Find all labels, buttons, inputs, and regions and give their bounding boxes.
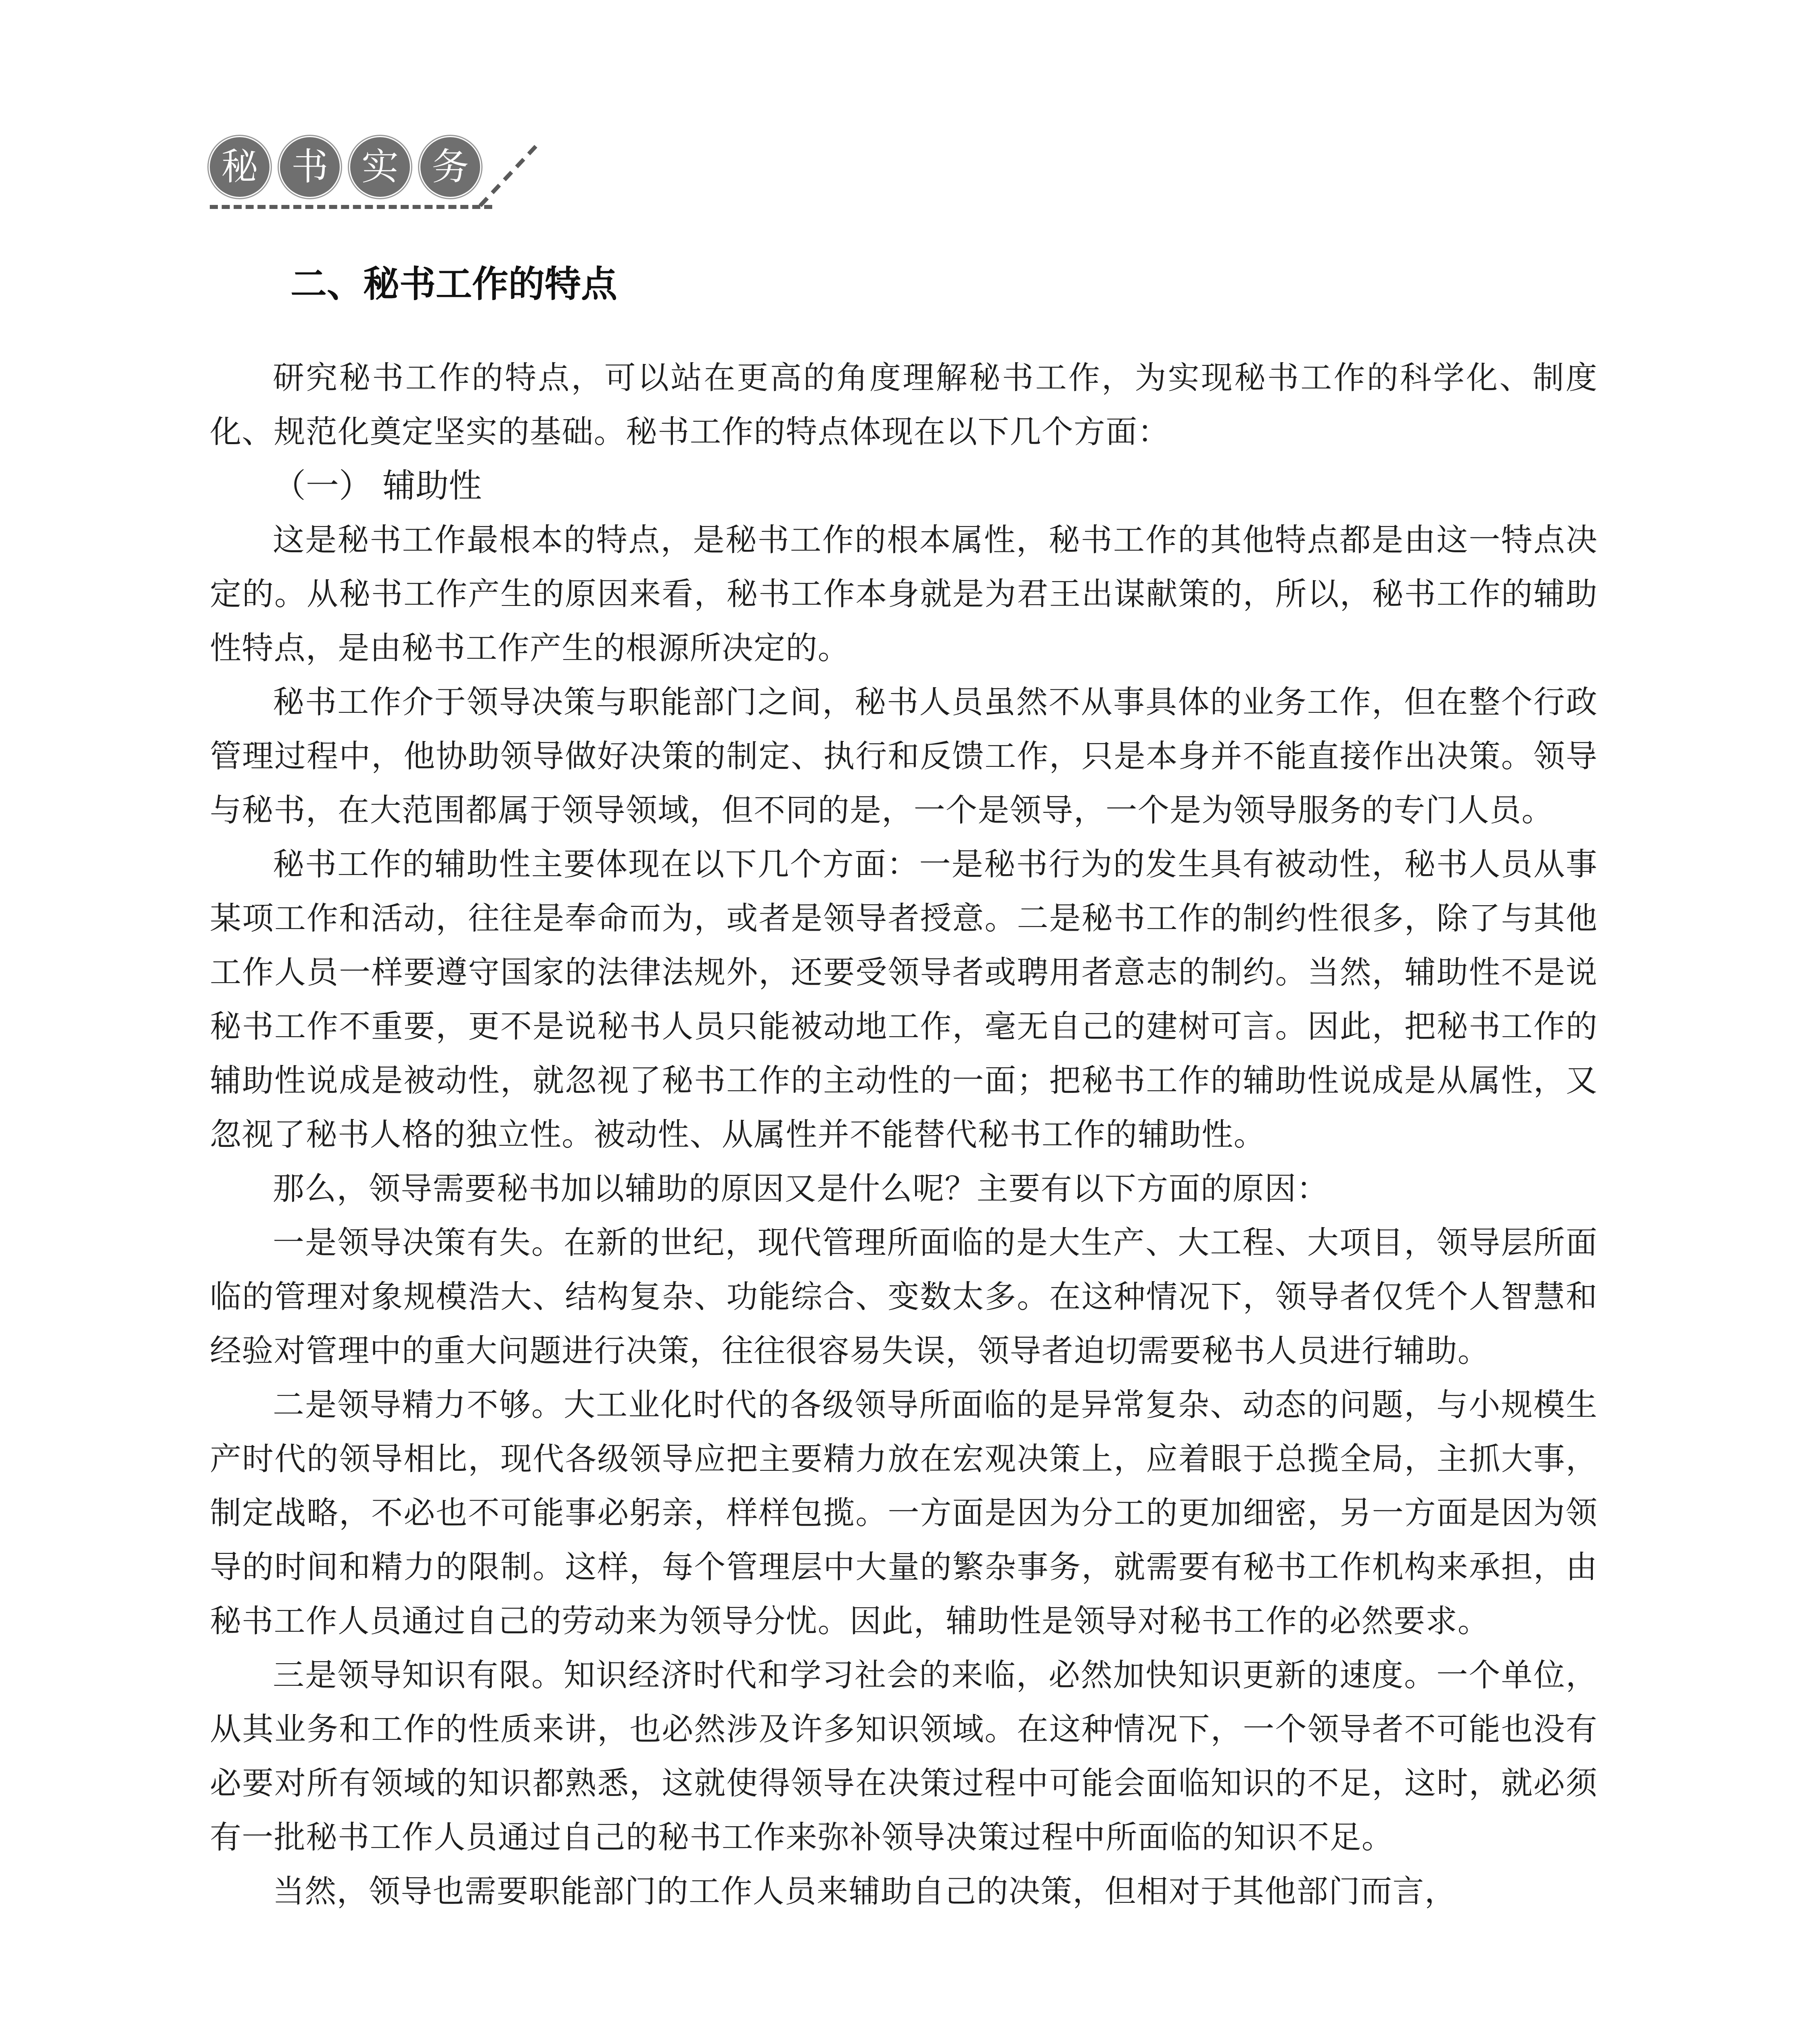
header-dashed-rule <box>210 205 492 209</box>
header-char: 书 <box>280 137 340 197</box>
paragraph: 当然，领导也需要职能部门的工作人员来辅助自己的决策，但相对于其他部门而言， <box>273 1873 1457 1910</box>
paragraph: 秘书工作介于领导决策与职能部门之间，秘书人员虽然不从事具体的业务工作，但在整个行政管理过程中，他协助领导做好决策的制定、执行和反馈工作，只是本身并不能直接作出决策。领导与秘书，在大范围都属于领导领域，但不同的是，一个是领导，一个是为领导服务的专门人员。 <box>210 684 1598 829</box>
subheading: （一） 辅助性 <box>273 467 482 505</box>
section-title: 二、秘书工作的特点 <box>290 263 617 305</box>
paragraph: 一是领导决策有失。在新的世纪，现代管理所面临的是大生产、大工程、大项目，领导层所面临的管理对象规模浩大、结构复杂、功能综合、变数太多。在这种情况下，领导者仅凭个人智慧和经验对管理中的重大问题进行决策，往往很容易失误，领导者迫切需要秘书人员进行辅助。 <box>210 1225 1598 1369</box>
running-header <box>210 137 533 218</box>
paragraph: 三是领导知识有限。知识经济时代和学习社会的来临，必然加快知识更新的速度。一个单位，从其业务和工作的性质来讲，也必然涉及许多知识领域。在这种情况下，一个领导者不可能也没有必要对所有领域的知识都熟悉，这就使得领导在决策过程中可能会面临知识的不足，这时，就必须有一批秘书工作人员通过自己的秘书工作来弥补领导决策过程中所面临的知识不足。 <box>210 1657 1598 1856</box>
page-body <box>210 258 1598 1919</box>
header-title <box>210 137 480 197</box>
paragraph: 二是领导精力不够。大工业化时代的各级领导所面临的是异常复杂、动态的问题，与小规模生产时代的领导相比，现代各级领导应把主要精力放在宏观决策上，应着眼于总揽全局，主抓大事，制定战略，不必也不可能事必躬亲，样样包揽。一方面是因为分工的更加细密，另一方面是因为领导的时间和精力的限制。这样，每个管理层中大量的繁杂事务，就需要有秘书工作机构来承担，由秘书工作人员通过自己的劳动来为领导分忧。因此，辅助性是领导对秘书工作的必然要求。 <box>210 1387 1598 1639</box>
header-char: 秘 <box>210 137 270 197</box>
header-dashed-slash <box>472 137 545 209</box>
paragraph-intro: 研究秘书工作的特点，可以站在更高的角度理解秘书工作，为实现秘书工作的科学化、制度化、规范化奠定坚实的基础。秘书工作的特点体现在以下几个方面： <box>210 360 1598 450</box>
header-char: 实 <box>350 137 410 197</box>
header-char: 务 <box>420 137 480 197</box>
paragraph: 那么，领导需要秘书加以辅助的原因又是什么呢？主要有以下方面的原因： <box>273 1171 1329 1207</box>
paragraph: 秘书工作的辅助性主要体现在以下几个方面：一是秘书行为的发生具有被动性，秘书人员从事某项工作和活动，往往是奉命而为，或者是领导者授意。二是秘书工作的制约性很多，除了与其他工作人员一样要遵守国家的法律法规外，还要受领导者或聘用者意志的制约。当然，辅助性不是说秘书工作不重要，更不是说秘书人员只能被动地工作，毫无自己的建树可言。因此，把秘书工作的辅助性说成是被动性，就忽视了秘书工作的主动性的一面；把秘书工作的辅助性说成是从属性，又忽视了秘书人格的独立性。被动性、从属性并不能替代秘书工作的辅助性。 <box>210 846 1598 1153</box>
paragraph: 这是秘书工作最根本的特点，是秘书工作的根本属性，秘书工作的其他特点都是由这一特点决定的。从秘书工作产生的原因来看，秘书工作本身就是为君王出谋献策的，所以，秘书工作的辅助性特点，是由秘书工作产生的根源所决定的。 <box>210 522 1598 666</box>
